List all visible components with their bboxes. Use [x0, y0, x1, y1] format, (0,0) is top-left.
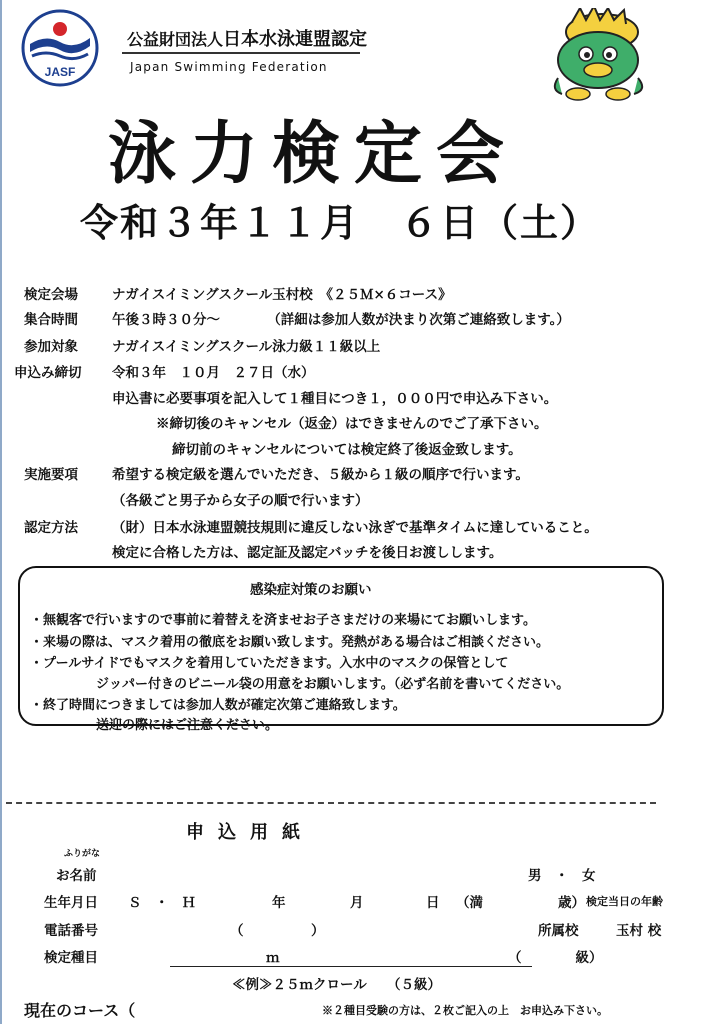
course-label[interactable]: 現在のコース（	[24, 1001, 136, 1020]
phone-label: 電話番号	[44, 923, 98, 939]
cancellation-note: ※締切後のキャンセル（返金）はできませんのでご了承下さい。	[156, 416, 548, 432]
venue-label: 検定会場	[24, 287, 78, 303]
certification-line-1: （財）日本水泳連盟競技規則に違反しない泳ぎで基準タイムに達していること。	[112, 520, 598, 536]
event-underline	[170, 966, 532, 967]
implementation-line-1: 希望する検定級を選んでいただき、５級から１級の順序で行います。	[112, 467, 529, 483]
meeting-time-value: 午後３時３０分～ （詳細は参加人数が決まり次第ご連絡致します。）	[112, 312, 570, 328]
fee-note: 申込書に必要事項を記入して１種目につき１，０００円で申込み下さい。	[112, 391, 558, 407]
age-note: 検定当日の年齢	[586, 895, 663, 908]
age-close: 歳）	[558, 895, 585, 911]
two-event-footnote: ※２種目受験の方は、２枚ご記入の上 お申込み下さい。	[322, 1004, 608, 1017]
example-text: ≪例≫２５ｍクロール （５級）	[232, 977, 441, 993]
name-label[interactable]: お名前	[56, 868, 97, 884]
organization-english: Japan Swimming Federation	[130, 60, 328, 74]
day-unit: 日	[426, 895, 440, 911]
meters-unit: ｍ	[266, 950, 280, 966]
era-choice[interactable]: Ｓ ・ Ｈ	[128, 895, 196, 911]
logo-text: JASF	[44, 65, 76, 79]
page-edge	[0, 0, 2, 1024]
event-date: 令和３年１１月 ６日（土）	[80, 200, 601, 245]
notice-line: ・来場の際は、マスク着用の徹底をお願い致します。発熱がある場合はご相談ください。	[30, 635, 549, 650]
page-title: 泳力検定会	[108, 114, 519, 194]
notice-title: 感染症対策のお願い	[250, 582, 372, 598]
phone-field[interactable]: （ ）	[230, 923, 325, 939]
implementation-label: 実施要項	[24, 467, 78, 483]
birthdate-label: 生年月日	[44, 895, 98, 911]
certification-label: 認定方法	[24, 520, 78, 536]
month-unit: 月	[350, 895, 364, 911]
gender-choice[interactable]: 男 ・ 女	[528, 868, 596, 884]
meeting-time-label: 集合時間	[24, 312, 78, 328]
org-prefix: 公益財団法人	[127, 30, 224, 49]
refund-note: 締切前のキャンセルについては検定終了後返金致します。	[172, 442, 522, 458]
school-value: 玉村 校	[616, 923, 662, 939]
notice-line: ・終了時間につきましては参加人数が確定次第ご連絡致します。	[30, 698, 406, 713]
event-label: 検定種目	[44, 950, 98, 966]
implementation-line-2: （各級ごと男子から女子の順で行います）	[112, 493, 369, 509]
jasf-logo	[16, 8, 104, 88]
age-open: （満	[456, 895, 483, 911]
deadline-label: 申込み締切	[14, 365, 82, 381]
notice-line: ・無観客で行いますので事前に着替えを済ませお子さまだけの来場にてお願いします。	[30, 613, 536, 628]
venue-value: ナガイスイミングスクール玉村校 《２５Ｍ×６コース》	[112, 287, 452, 303]
notice-line: ジッパー付きのビニール袋の用意をお願いします。（必ず名前を書いてください。	[96, 677, 570, 692]
certification-line-2: 検定に合格した方は、認定証及認定バッチを後日お渡しします。	[112, 545, 503, 561]
level-field[interactable]: （ 級）	[508, 950, 603, 966]
eligibility-value: ナガイスイミングスクール泳力級１１級以上	[112, 339, 381, 355]
eligibility-label: 参加対象	[24, 339, 78, 355]
school-label: 所属校	[538, 923, 579, 939]
notice-line: 送迎の際にはご注意ください。	[96, 718, 279, 733]
furigana-label: ふりがな	[64, 849, 101, 859]
kappa-mascot-icon	[542, 8, 652, 104]
deadline-value: 令和３年 １０月 ２７日（水）	[112, 365, 315, 381]
notice-line: ・プールサイドでもマスクを着用していただきます。入水中のマスクの保管として	[30, 656, 509, 671]
form-title: 申込用紙	[186, 822, 314, 843]
org-divider	[122, 52, 360, 54]
org-title: 日本水泳連盟認定	[223, 29, 368, 50]
year-unit: 年	[272, 895, 286, 911]
cut-line	[6, 802, 656, 804]
organization-name	[127, 25, 367, 51]
